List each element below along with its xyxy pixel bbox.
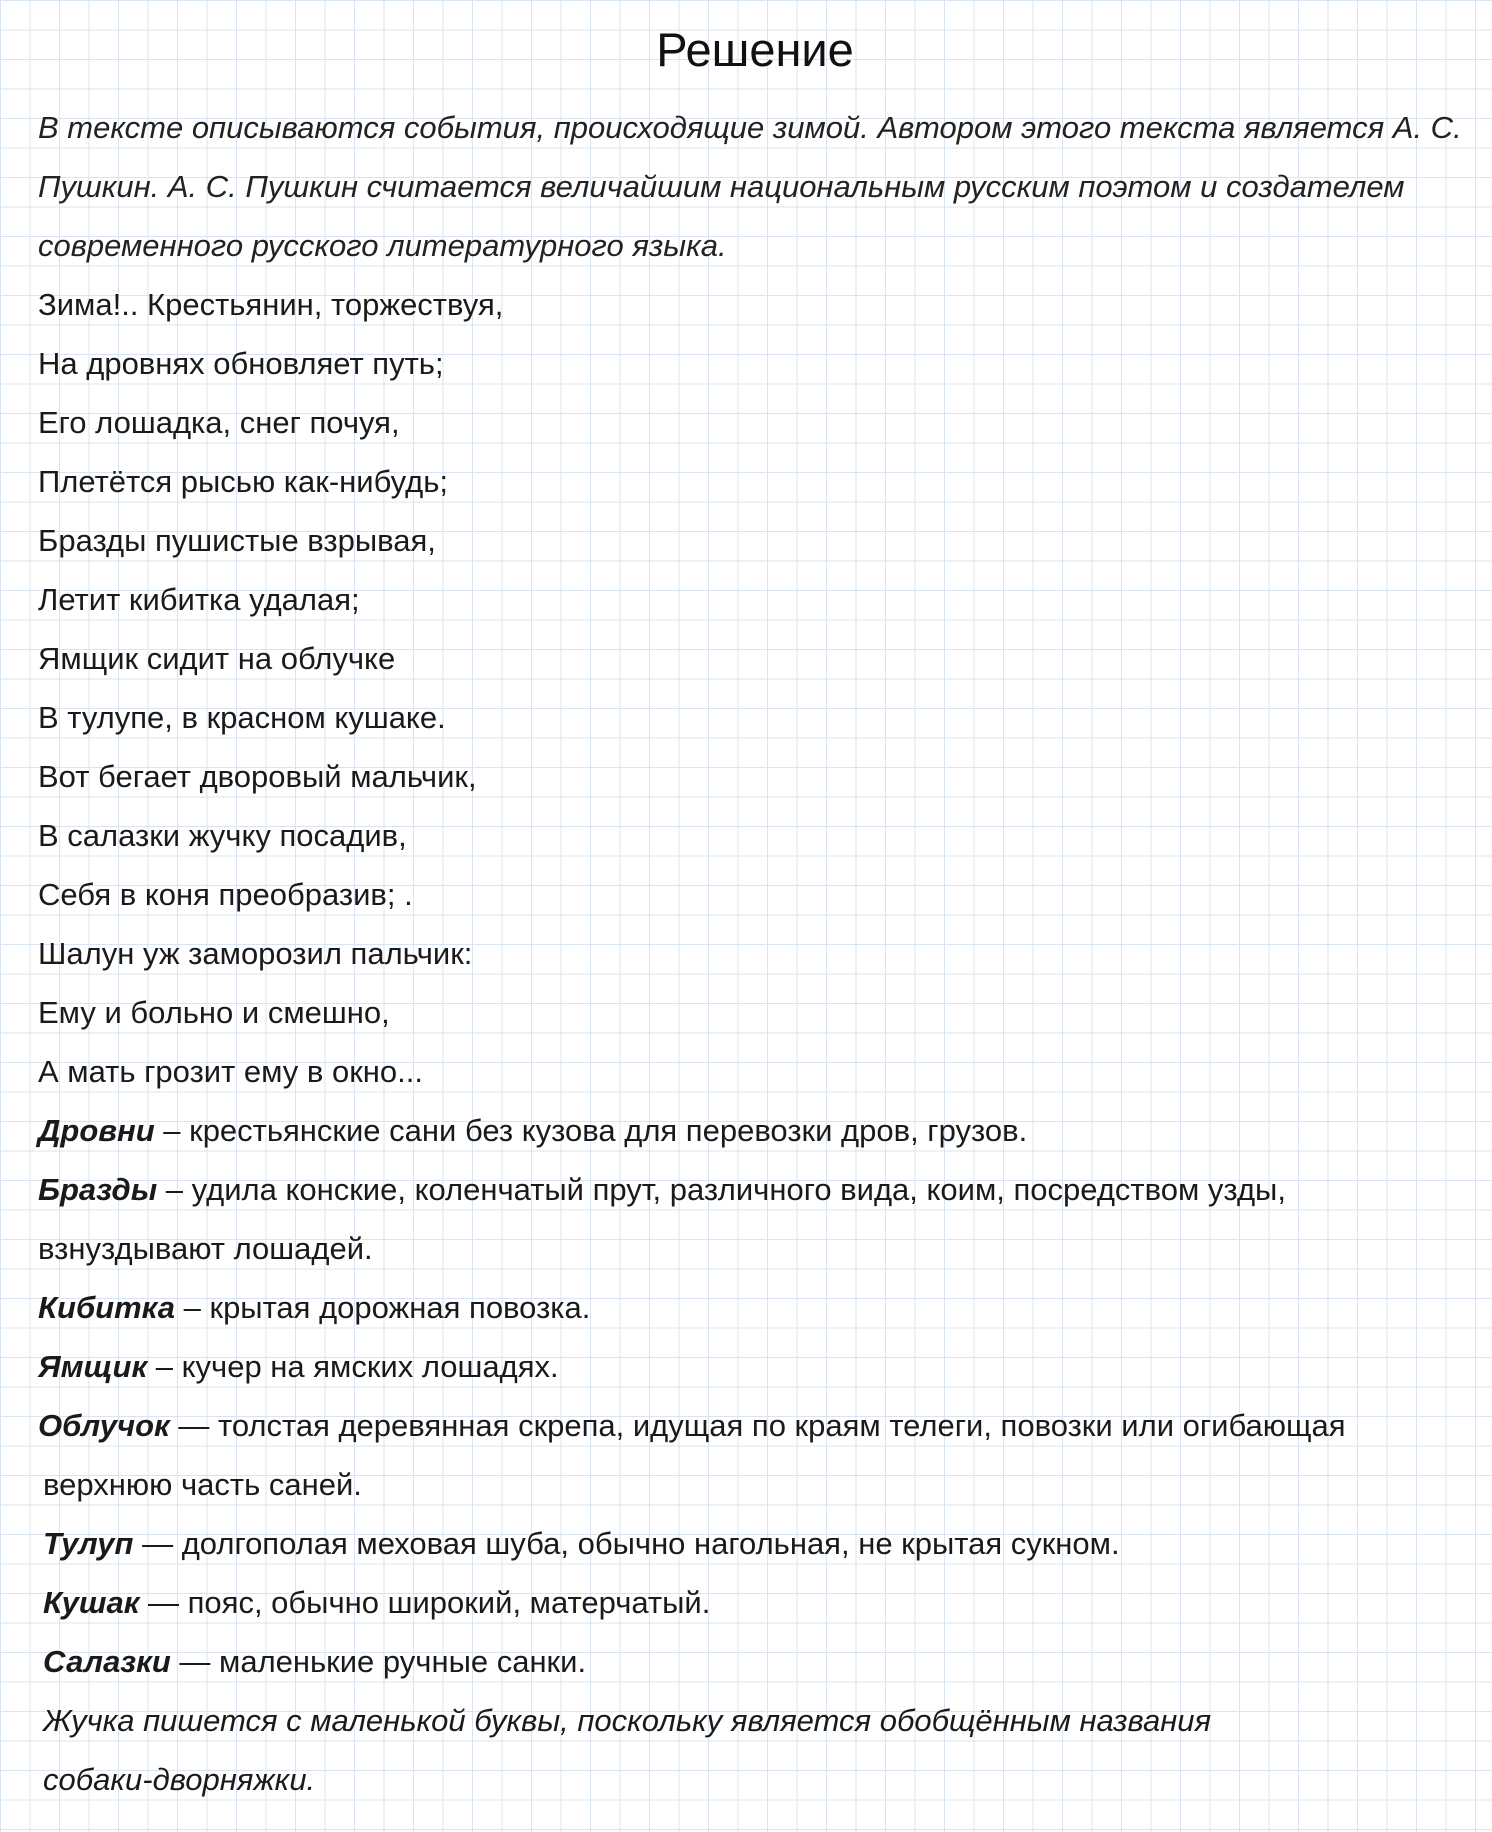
glossary-term: Ямщик xyxy=(38,1349,148,1384)
glossary-term: Кушак xyxy=(43,1585,140,1620)
poem-line: А мать грозит ему в окно... xyxy=(38,1054,424,1089)
note-line: Жучка пишется с маленькой буквы, поскольку является обобщённым названия xyxy=(43,1703,1212,1738)
glossary-term: Дровни xyxy=(38,1113,155,1148)
poem-line: Зима!.. Крестьянин, торжествуя, xyxy=(38,287,504,322)
glossary-dash: – xyxy=(154,1113,190,1148)
glossary-term: Тулуп xyxy=(43,1526,134,1561)
poem-line: Шалун уж заморозил пальчик: xyxy=(38,936,473,971)
glossary-entry-salazki xyxy=(38,1632,1468,1691)
glossary-dash: – xyxy=(175,1290,210,1325)
glossary-entry-brazdy xyxy=(38,1160,1468,1219)
glossary-dash: — xyxy=(169,1408,218,1443)
poem-line: В тулупе, в красном кушаке. xyxy=(38,700,446,735)
glossary-entry-obluchok xyxy=(38,1396,1468,1455)
glossary-definition: долгополая меховая шуба, обычно нагольная, не крытая сукном. xyxy=(181,1526,1120,1561)
solution-body xyxy=(38,98,1468,1809)
glossary-definition: кучер на ямских лошадях. xyxy=(181,1349,559,1384)
intro-line: современного русского литературного языка. xyxy=(38,228,727,263)
poem-line: На дровнях обновляет путь; xyxy=(38,346,444,381)
glossary-dash: — xyxy=(133,1526,182,1561)
glossary-entry-kibitka xyxy=(38,1278,1468,1337)
poem-line: Бразды пушистые взрывая, xyxy=(38,523,436,558)
note-line: собаки-дворняжки. xyxy=(43,1762,316,1797)
glossary-entry-tulup xyxy=(38,1514,1468,1573)
glossary-definition: удила конские, коленчатый прут, различного вида, коим, посредством узды, xyxy=(191,1172,1286,1207)
poem-line: Летит кибитка удалая; xyxy=(38,582,360,617)
glossary-term: Салазки xyxy=(43,1644,171,1679)
glossary-term: Бразды xyxy=(38,1172,158,1207)
poem-line: Его лошадка, снег почуя, xyxy=(38,405,400,440)
poem-line: В салазки жучку посадив, xyxy=(38,818,407,853)
intro-line: В тексте описываются события, происходящие зимой. Автором этого текста является А. С. xyxy=(38,110,1462,145)
glossary-dash: – xyxy=(147,1349,182,1384)
glossary-definition: толстая деревянная скрепа, идущая по краям телеги, повозки или огибающая xyxy=(217,1408,1346,1443)
glossary-definition: крытая дорожная повозка. xyxy=(209,1290,591,1325)
glossary-dash: — xyxy=(170,1644,220,1679)
glossary-dash: – xyxy=(157,1172,192,1207)
poem-line: Ямщик сидит на облучке xyxy=(38,641,396,676)
glossary-continuation: верхнюю часть саней. xyxy=(43,1467,362,1502)
poem-line: Плетётся рысью как-нибудь; xyxy=(38,464,449,499)
glossary-entry-drovni xyxy=(38,1101,1468,1160)
glossary-dash: — xyxy=(139,1585,188,1620)
poem-line: Себя в коня преобразив; . xyxy=(38,877,413,912)
glossary-entry-kushak xyxy=(38,1573,1468,1632)
glossary-entry-yamshchik xyxy=(38,1337,1468,1396)
intro-line: Пушкин. А. С. Пушкин считается величайшим национальным русским поэтом и создателем xyxy=(38,169,1405,204)
glossary-continuation: взнуздывают лошадей. xyxy=(38,1231,373,1266)
poem-line: Вот бегает дворовый мальчик, xyxy=(38,759,477,794)
glossary-definition: пояс, обычно широкий, матерчатый. xyxy=(187,1585,711,1620)
glossary-definition: маленькие ручные санки. xyxy=(219,1644,587,1679)
glossary-definition: крестьянские сани без кузова для перевозки дров, грузов. xyxy=(189,1113,1028,1148)
glossary-term: Облучок xyxy=(38,1408,170,1443)
glossary-term: Кибитка xyxy=(38,1290,176,1325)
page-title: Решение xyxy=(656,23,854,76)
poem-line: Ему и больно и смешно, xyxy=(38,995,390,1030)
